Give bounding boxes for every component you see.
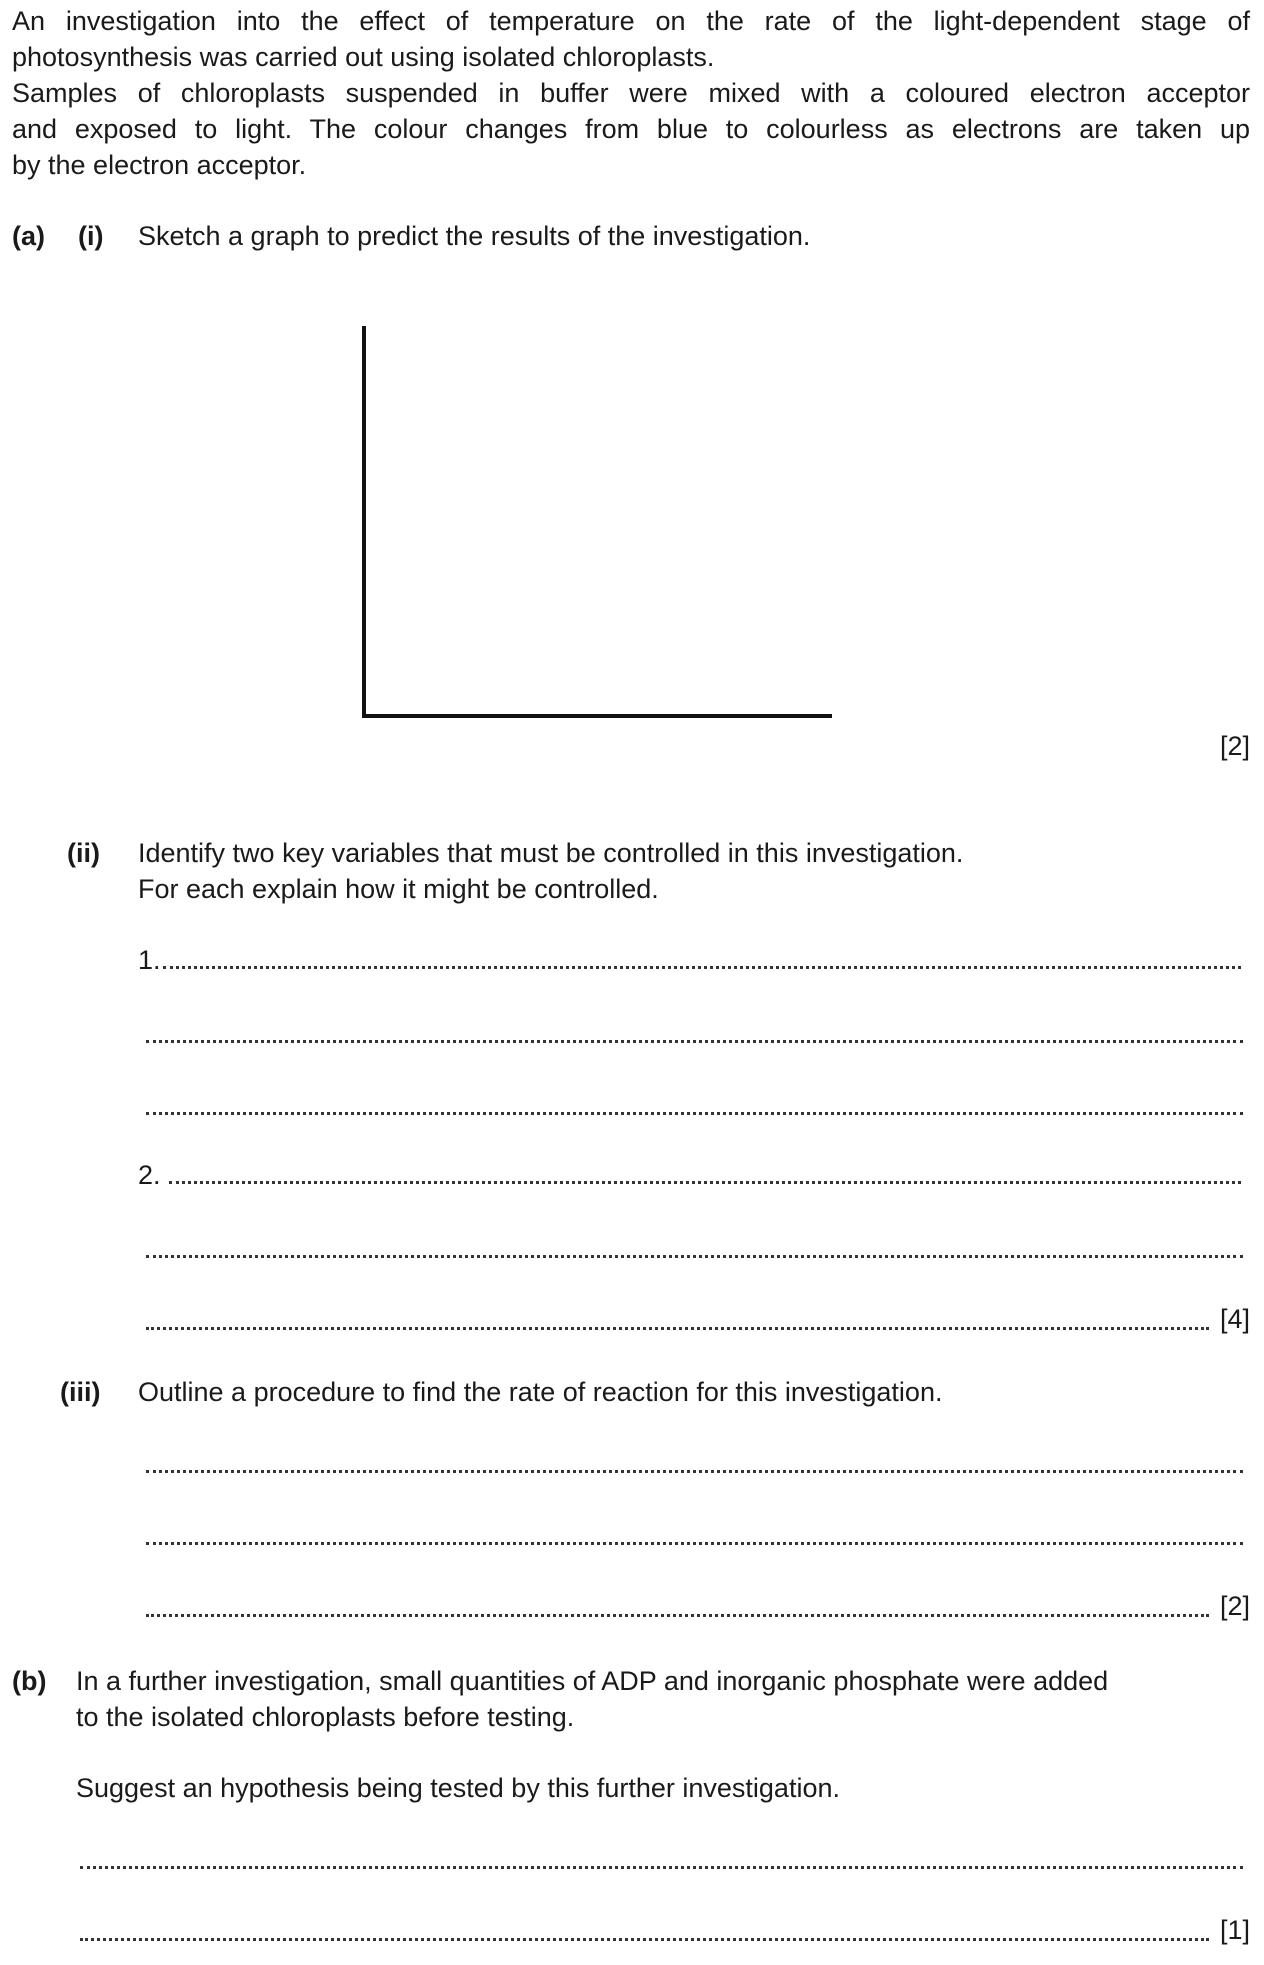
answer-1-line-2[interactable] xyxy=(146,1040,1243,1043)
answer-2-line-3[interactable] xyxy=(146,1327,1209,1330)
intro-line-3: Samples of chloroplasts suspended in buffer were mixed with a coloured electron acceptor xyxy=(12,78,1250,108)
question-a-i-marks: [2] xyxy=(1219,731,1250,761)
part-b-text-line-1: In a further investigation, small quantities of ADP and inorganic phosphate were added xyxy=(76,1666,1109,1696)
question-a-iii-number: (iii) xyxy=(60,1377,101,1407)
answer-iii-line-1[interactable] xyxy=(146,1470,1243,1473)
question-a-iii-marks: [2] xyxy=(1219,1591,1250,1621)
blank-graph-axes[interactable] xyxy=(362,326,832,718)
answer-2-dotted-line[interactable] xyxy=(169,1181,1241,1184)
answer-1-dotted-line[interactable] xyxy=(163,966,1241,969)
part-b-prompt: Suggest an hypothesis being tested by this further investigation. xyxy=(76,1773,840,1803)
answer-2-line-2[interactable] xyxy=(146,1255,1243,1258)
answer-b-line-2[interactable] xyxy=(80,1938,1209,1941)
part-b-marks: [1] xyxy=(1219,1915,1250,1945)
question-a-i-number: (i) xyxy=(78,221,104,251)
intro-line-5: by the electron acceptor. xyxy=(12,150,307,180)
question-a-ii-text-line-2: For each explain how it might be controlled. xyxy=(138,874,659,904)
answer-iii-line-3[interactable] xyxy=(146,1614,1209,1617)
part-b-text-line-2: to the isolated chloroplasts before testing. xyxy=(76,1702,575,1732)
part-b-label: (b) xyxy=(12,1666,47,1696)
answer-2-label: 2. xyxy=(138,1160,161,1190)
answer-b-line-1[interactable] xyxy=(80,1866,1243,1869)
graph-axes-lines xyxy=(364,326,832,716)
intro-line-1: An investigation into the effect of temperature on the rate of the light-dependent stage of xyxy=(12,6,1250,36)
question-a-i-text: Sketch a graph to predict the results of the investigation. xyxy=(138,221,811,251)
question-a-ii-marks: [4] xyxy=(1219,1304,1250,1334)
question-a-ii-text-line-1: Identify two key variables that must be controlled in this investigation. xyxy=(138,838,964,868)
answer-1-label: 1. xyxy=(138,945,161,975)
part-a-label: (a) xyxy=(12,221,45,251)
answer-row-2[interactable] xyxy=(138,1160,1243,1190)
question-a-ii-number: (ii) xyxy=(67,838,100,868)
answer-row-1[interactable] xyxy=(138,945,1243,975)
intro-line-2: photosynthesis was carried out using isolated chloroplasts. xyxy=(12,42,715,72)
answer-1-line-3[interactable] xyxy=(146,1112,1243,1115)
intro-line-4: and exposed to light. The colour changes from blue to colourless as electrons are taken up xyxy=(12,114,1250,144)
answer-iii-line-2[interactable] xyxy=(146,1542,1243,1545)
question-a-iii-text: Outline a procedure to find the rate of reaction for this investigation. xyxy=(138,1377,943,1407)
